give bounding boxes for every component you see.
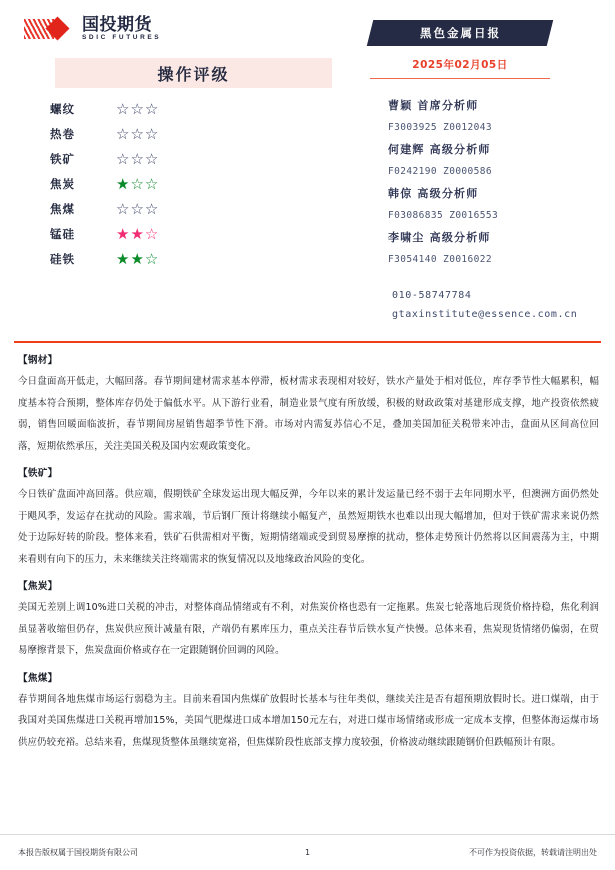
analyst-name: 何建辉 高级分析师 (388, 143, 491, 156)
report-title-banner (367, 20, 553, 46)
star-empty-icon: ☆ (144, 124, 159, 143)
star-empty-icon: ☆ (130, 149, 144, 168)
rating-row (50, 123, 334, 145)
analyst-license-code: F3003925 Z0012043 (388, 122, 493, 133)
analyst-entry (388, 183, 599, 226)
brand-name-cn: 国投期货 (82, 14, 152, 35)
rating-row (50, 223, 334, 245)
contact-email: gtaxinstitute@essence.com.cn (392, 309, 578, 320)
star-empty-icon: ☆ (116, 199, 130, 218)
contact-block (356, 286, 599, 324)
rating-row (50, 173, 334, 195)
star-filled-icon: ★ (130, 249, 144, 268)
rating-commodity-name: 锰硅 (50, 227, 75, 241)
report-section (18, 670, 599, 754)
rating-row (50, 148, 334, 170)
rating-stars (116, 199, 159, 218)
brand-logo-text (82, 14, 162, 42)
rating-commodity-name: 热卷 (50, 127, 75, 141)
section-body-text: 今日铁矿盘面冲高回落。供应端，假期铁矿全球发运出现大幅反弹，今年以来的累计发运量已经不弱于去年同期水平，但澳洲方面仍然处于飓风季，发运存在扰动的风险。需求端，节后钢厂预计将继续小幅复产，虽然短期铁水也难以出现大幅增加，但对于铁矿需求来说仍然处于边际好转的阶段。整体来看，铁矿石供需相对平衡，短期情绪端或受到贸易摩擦的扰动，整体走势预计仍然将以区间震荡为主，中期来看则有向下的压力，未来继续关注终端需求的恢复情况以及地缘政治风险的变化。 (18, 489, 599, 565)
report-title: 黑色金属日报 (419, 26, 501, 40)
section-title: 【铁矿】 (18, 468, 58, 479)
section-title: 【钢材】 (18, 355, 58, 366)
ratings-panel-title: 操作评级 (157, 64, 230, 84)
rating-stars (116, 224, 159, 243)
section-body-text: 春节期间各地焦煤市场运行弱稳为主。目前来看国内焦煤矿放假时长基本与往年类似，继续关注是否有超预期放假时长。进口煤端，由于我国对美国焦煤进口关税再增加15%，美国气肥煤进口成本增加150元左右，对进口煤市场情绪或形成一定成本支撑，但整体海运煤市场供应仍较充裕。总结来看，焦煤现货整体虽继续宽裕，但焦煤阶段性底部支撑力度较强，价格波动继续跟随钢价但跌幅预计有限。 (18, 693, 599, 748)
star-empty-icon: ☆ (130, 174, 144, 193)
star-empty-icon: ☆ (144, 174, 159, 193)
section-body-text: 美国无差别上调10%进口关税的冲击，对整体商品情绪或有不利，对焦炭价格也恐有一定拖累。焦炭七轮落地后现货价格持稳，焦化利润虽显著收缩但仍存，焦炭供应预计减量有限，产端仍有累库压力，重点关注春节后铁水复产快慢。总体来看，焦炭现货情绪仍偏弱，在贸易摩擦背景下，焦炭盘面价格或存在一定跟随钢价回调的风险。 (18, 602, 599, 656)
analyst-entry (388, 139, 599, 182)
analyst-license-code: F03086835 Z0016553 (388, 210, 499, 221)
report-section (18, 352, 599, 457)
star-filled-icon: ★ (130, 224, 144, 243)
analyst-list (356, 95, 599, 270)
rating-commodity-name: 焦炭 (50, 177, 75, 191)
report-date: 2025年02月05日 (412, 59, 508, 71)
analyst-name: 韩倞 高级分析师 (388, 187, 479, 200)
star-filled-icon: ★ (116, 249, 130, 268)
sdic-diamond-stripes-logo (24, 16, 78, 42)
rating-stars (116, 124, 159, 143)
section-title: 【焦煤】 (18, 672, 58, 684)
analyst-name: 曹颖 首席分析师 (388, 99, 479, 112)
rating-commodity-name: 焦煤 (50, 202, 75, 216)
brand-logo (24, 14, 334, 44)
star-empty-icon: ☆ (116, 124, 130, 143)
rating-stars (116, 149, 159, 168)
analyst-license-code: F0242190 Z0000586 (388, 166, 493, 177)
rating-row (50, 198, 334, 220)
footer-copyright: 本报告版权属于国投期货有限公司 (18, 848, 138, 857)
section-title: 【焦炭】 (18, 581, 58, 592)
report-footer (0, 834, 615, 870)
ratings-table (50, 98, 334, 270)
star-empty-icon: ☆ (144, 199, 159, 218)
header-left-column (22, 14, 334, 330)
analyst-name: 李啸尘 高级分析师 (388, 231, 491, 244)
star-empty-icon: ☆ (144, 99, 159, 118)
section-body-text: 今日盘面高开低走，大幅回落。春节期间建材需求基本停滞，板材需求表现相对较好，铁水产量处于相对低位，库存季节性大幅累积，幅度基本符合预期，整体库存仍处于偏低水平。从下游行业看，制造业景气度有所放缓，积极的财政政策对基建形成支撑，地产投资依然疲弱，销售回暖面临波折，春节期间房屋销售超季节性下滑。市场对内需复苏信心不足，叠加美国加征关税带来冲击，盘面从区间高位回落，短期依然承压，关注美国关税及国内宏观政策变化。 (18, 376, 599, 452)
ratings-panel-header (55, 58, 332, 88)
rating-stars (116, 99, 159, 118)
rating-commodity-name: 螺纹 (50, 102, 75, 116)
star-empty-icon: ☆ (130, 124, 144, 143)
report-date-row (370, 55, 550, 79)
analyst-entry (388, 227, 599, 270)
star-empty-icon: ☆ (144, 224, 159, 243)
contact-phone: 010-58747784 (392, 290, 472, 301)
rating-commodity-name: 硅铁 (50, 252, 75, 266)
report-body (0, 352, 615, 761)
star-empty-icon: ☆ (116, 149, 130, 168)
star-filled-icon: ★ (116, 224, 130, 243)
header-divider (14, 341, 601, 343)
star-empty-icon: ☆ (116, 99, 130, 118)
rating-commodity-name: 铁矿 (50, 152, 75, 166)
star-filled-icon: ★ (116, 174, 130, 193)
analyst-license-code: F3054140 Z0016022 (388, 254, 493, 265)
brand-name-en: SDIC FUTURES (82, 33, 162, 41)
star-empty-icon: ☆ (130, 199, 144, 218)
rating-stars (116, 174, 159, 193)
star-empty-icon: ☆ (144, 149, 159, 168)
rating-stars (116, 249, 159, 268)
header-right-column (334, 14, 599, 330)
report-section (18, 578, 599, 662)
report-header (0, 0, 615, 330)
analyst-entry (388, 95, 599, 138)
footer-disclaimer: 不可作为投资依据，转载请注明出处 (469, 848, 597, 857)
rating-row (50, 98, 334, 120)
footer-page-number: 1 (304, 848, 311, 857)
star-empty-icon: ☆ (144, 249, 159, 268)
rating-row (50, 248, 334, 270)
report-section (18, 465, 599, 570)
star-empty-icon: ☆ (130, 99, 144, 118)
